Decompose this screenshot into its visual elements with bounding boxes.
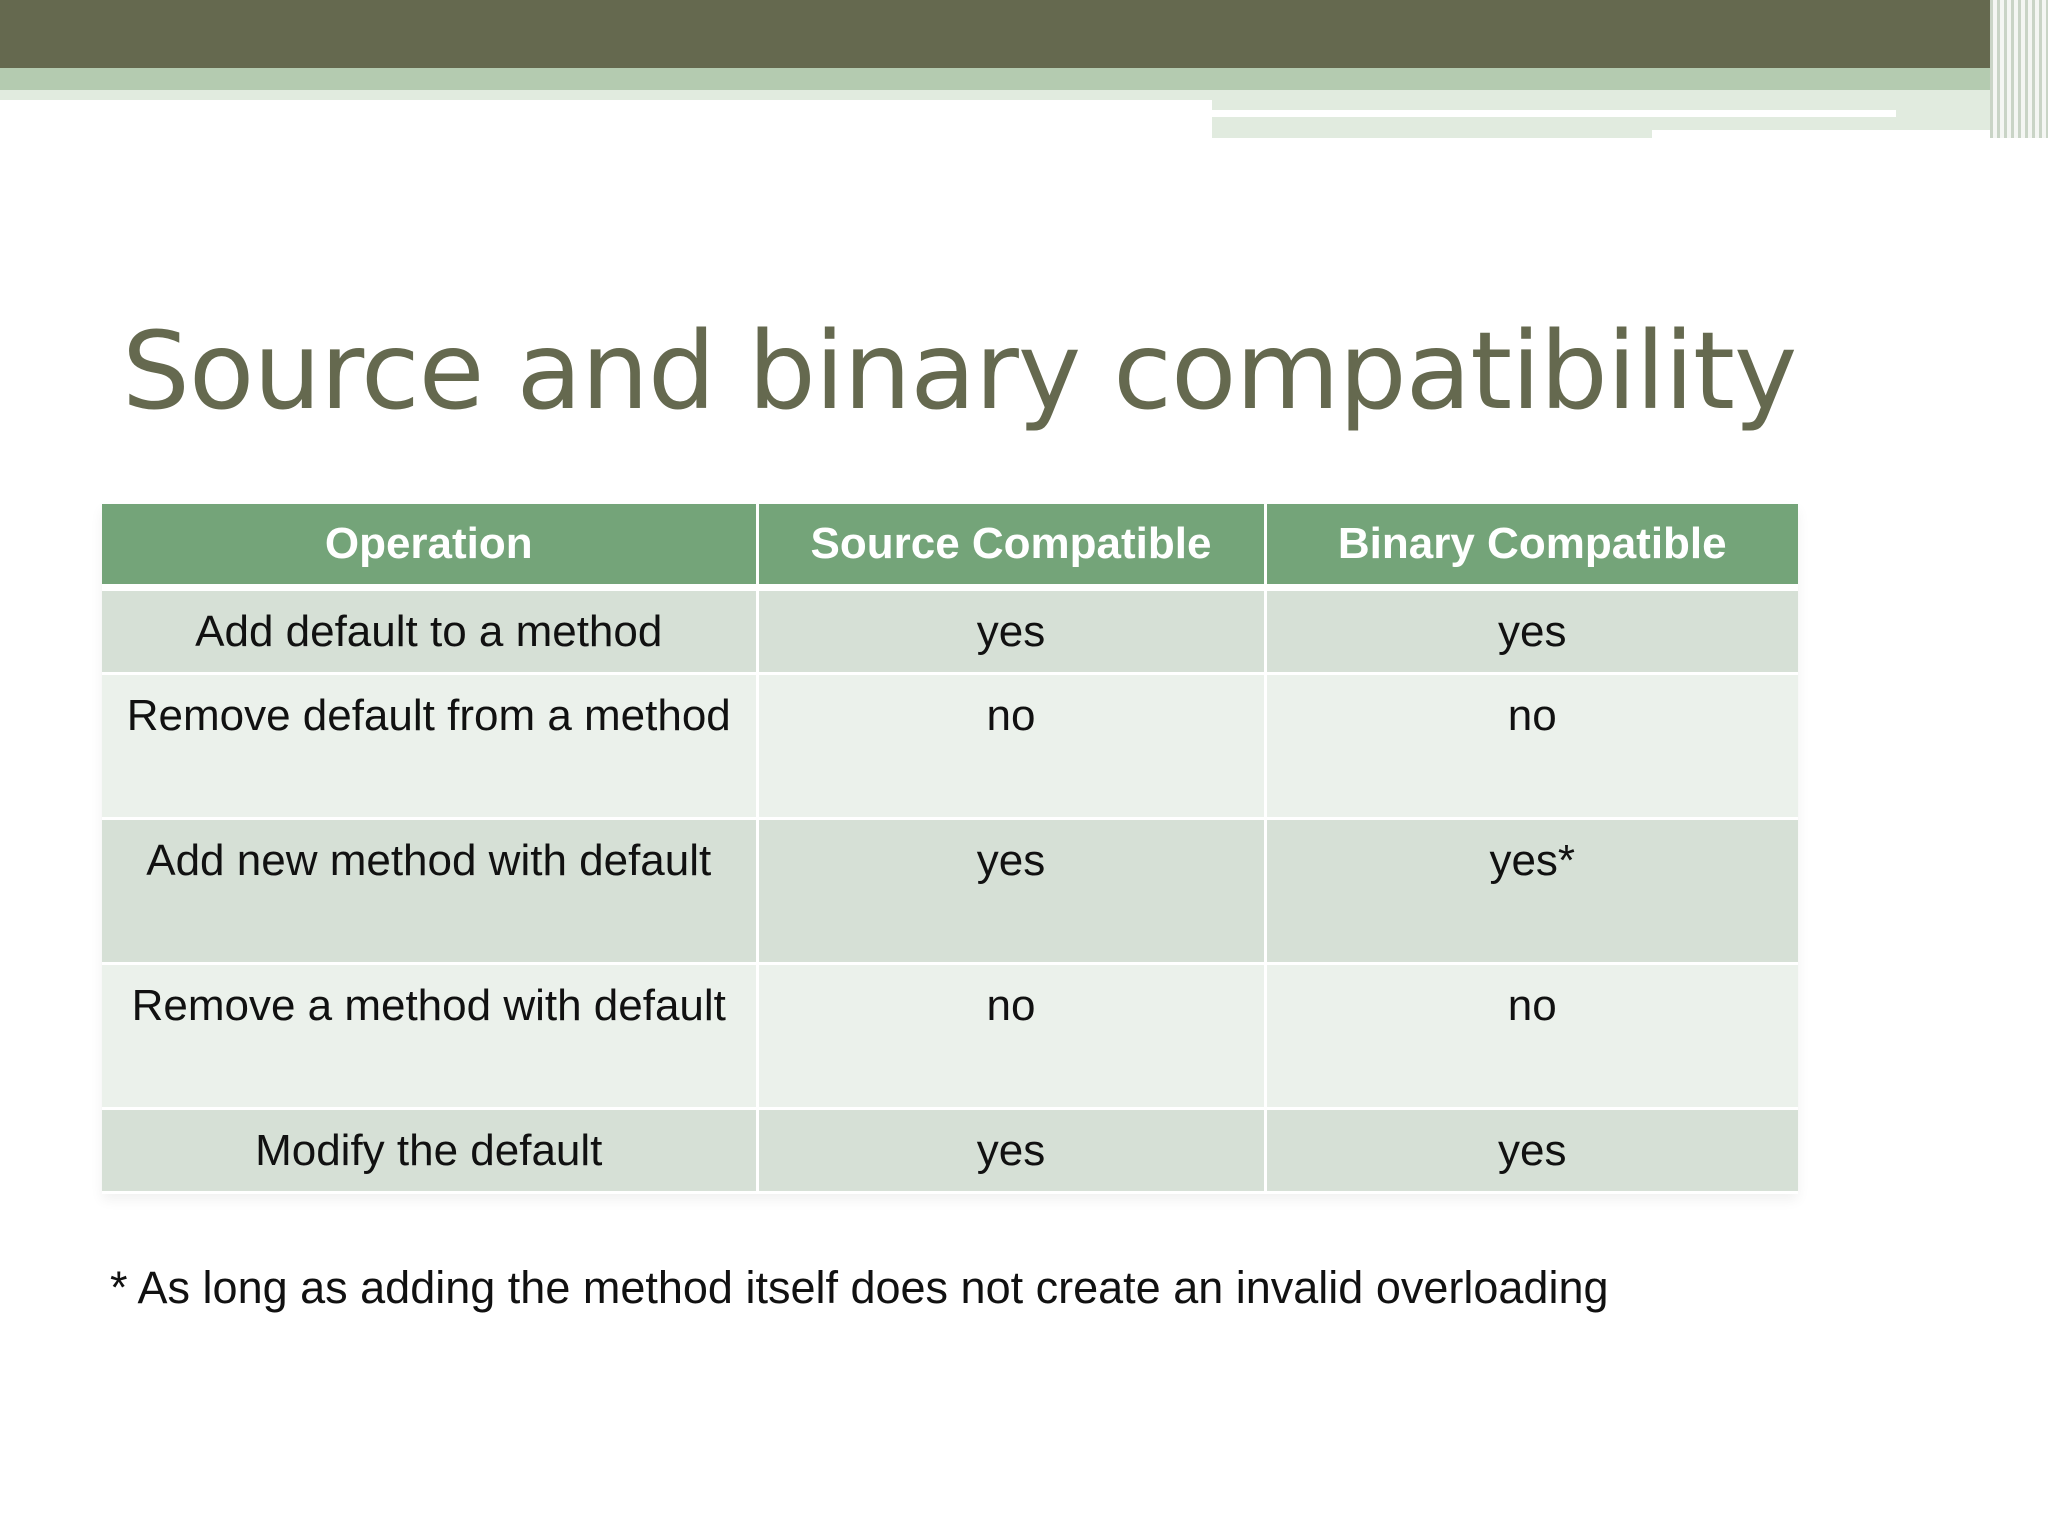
top-accent-bar <box>0 68 2048 90</box>
header-source-compatible: Source Compatible <box>757 504 1265 588</box>
decorative-stripes <box>1990 0 2048 138</box>
table-header-row <box>102 504 1798 588</box>
operation-cell: Remove default from a method <box>102 674 757 819</box>
slide-title: Source and binary compatibility <box>122 310 1797 434</box>
compatibility-table <box>102 504 1798 1194</box>
operation-cell: Remove a method with default <box>102 964 757 1109</box>
binary-compatible-cell: yes <box>1265 1109 1798 1193</box>
header-operation: Operation <box>102 504 757 588</box>
binary-compatible-cell: yes* <box>1265 819 1798 964</box>
table-row <box>102 964 1798 1109</box>
header-binary-compatible: Binary Compatible <box>1265 504 1798 588</box>
source-compatible-cell: yes <box>757 1109 1265 1193</box>
operation-cell: Modify the default <box>102 1109 757 1193</box>
source-compatible-cell: no <box>757 674 1265 819</box>
binary-compatible-cell: no <box>1265 964 1798 1109</box>
top-right-accent-line <box>1212 110 1896 117</box>
binary-compatible-cell: yes <box>1265 588 1798 674</box>
table-row <box>102 819 1798 964</box>
operation-cell: Add new method with default <box>102 819 757 964</box>
operation-cell: Add default to a method <box>102 588 757 674</box>
top-pale-bar <box>0 90 1212 100</box>
table-row <box>102 588 1798 674</box>
top-header-bar <box>0 0 2048 68</box>
source-compatible-cell: yes <box>757 819 1265 964</box>
top-right-accent-line-short <box>1652 130 2048 138</box>
source-compatible-cell: no <box>757 964 1265 1109</box>
binary-compatible-cell: no <box>1265 674 1798 819</box>
table-row <box>102 674 1798 819</box>
source-compatible-cell: yes <box>757 588 1265 674</box>
footnote: * As long as adding the method itself does not create an invalid overloading <box>110 1262 1609 1313</box>
table-row <box>102 1109 1798 1193</box>
